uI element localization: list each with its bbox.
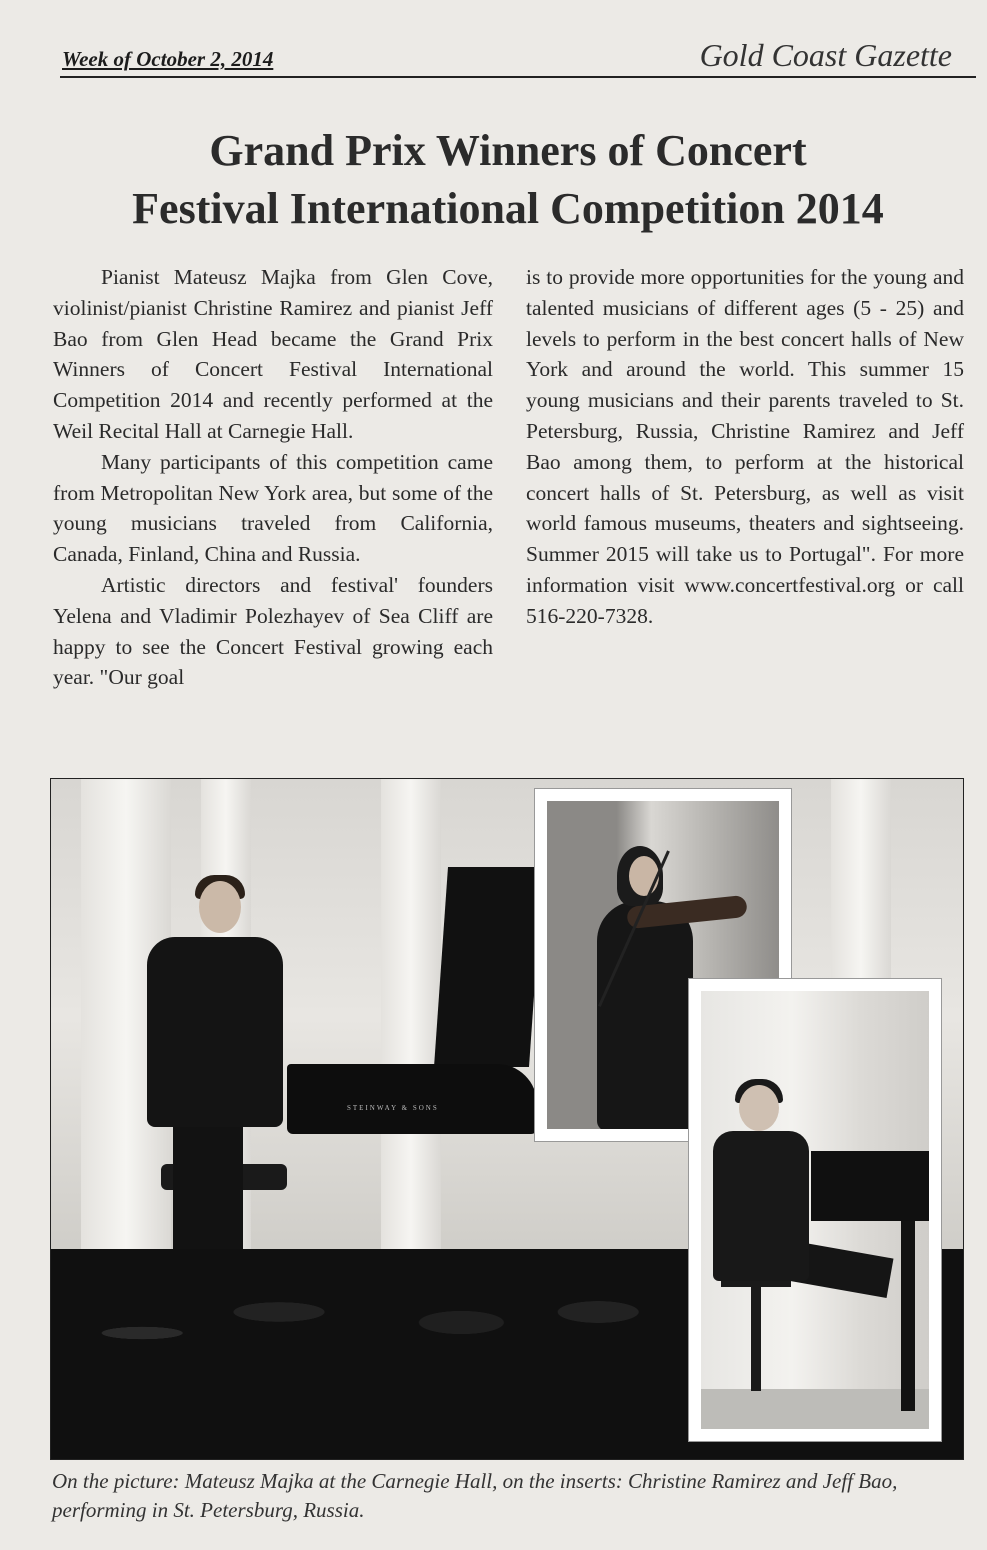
piano-stool <box>721 1271 791 1391</box>
article-paragraph: Pianist Mateusz Majka from Glen Cove, violinist/pianist Christine Ramirez and pianist Jeff Bao from Glen Head became the Grand Prix Winners of Concert Festival International Competition 2014 and recently performed at the Weil Recital Hall at Carnegie Hall. <box>53 265 493 443</box>
newspaper-name: Gold Coast Gazette <box>699 37 952 73</box>
pianist-figure <box>147 937 283 1127</box>
stage-floor <box>701 1389 929 1429</box>
violinist-figure <box>597 901 693 1129</box>
piano <box>811 1151 929 1221</box>
article-column-right <box>526 262 964 632</box>
headline-line-1: Grand Prix Winners of Concert <box>209 126 807 175</box>
issue-date: Week of October 2, 2014 <box>62 47 274 71</box>
article-paragraph: is to provide more opportunities for the young and talented musicians of different ages (5 - 25) and levels to perform in the best concert halls of New York and around the world. This summer 15 young musicians and their parents traveled to St. Petersburg, Russia, Christine Ramirez and Jeff Bao among them, to perform at the historical concert halls of St. Petersburg, as well as visit world famous museums, theaters and sightseeing. Summer 2015 will take us to Portugal". For more information visit www.concertfestival.org or call 516-220-7328. <box>526 265 964 628</box>
photo-caption: On the picture: Mateusz Majka at the Carnegie Hall, on the inserts: Christine Ramirez and Jeff Bao, performing in St. Petersburg, Russia. <box>52 1469 898 1522</box>
young-pianist-figure <box>739 1085 779 1131</box>
headline <box>40 122 976 238</box>
young-pianist-figure <box>713 1131 809 1281</box>
article-column-left <box>53 262 493 693</box>
inset-photo-pianist <box>689 979 941 1441</box>
article-paragraph: Many participants of this competition came from Metropolitan New York area, but some of the young musicians traveled from California, Canada, Finland, China and Russia. <box>53 449 493 567</box>
grand-piano <box>287 1064 537 1134</box>
headline-line-2: Festival International Competition 2014 <box>132 184 884 233</box>
young-pianist-picture <box>701 991 929 1429</box>
pianist-figure <box>199 881 241 933</box>
piano-lid <box>434 867 543 1067</box>
article-paragraph: Artistic directors and festival' founders Yelena and Vladimir Polezhayev of Sea Cliff are happy to see the Concert Festival growing each year. "Our goal <box>53 572 493 690</box>
piano-brand: STEINWAY & SONS <box>347 1104 439 1112</box>
main-photo <box>50 778 964 1460</box>
masthead <box>60 37 976 78</box>
piano-leg <box>901 1221 915 1411</box>
